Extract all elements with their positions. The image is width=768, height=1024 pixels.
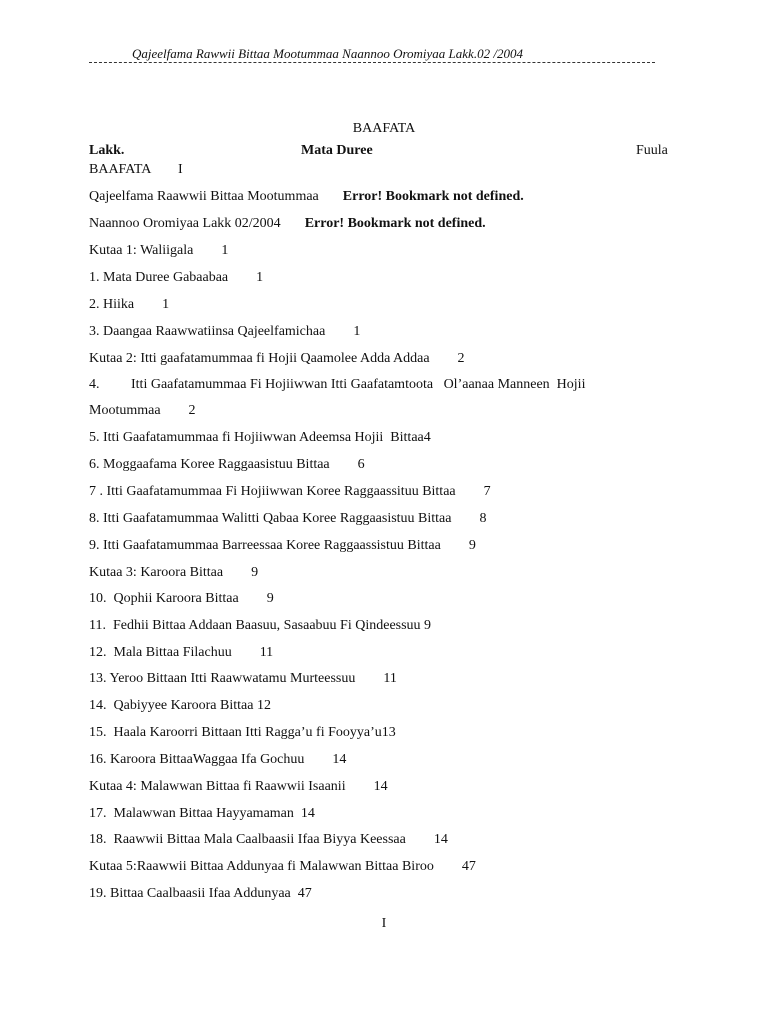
toc-entry-text: 9. Itti Gaafatamummaa Barreessaa Koree Raggaassistuu Bittaa	[89, 538, 441, 553]
toc-entry-text: 14. Qabiyyee Karoora Bittaa 12	[89, 698, 271, 713]
toc-entry[interactable]	[89, 565, 258, 581]
toc-entry[interactable]	[89, 511, 487, 527]
toc-entry[interactable]	[89, 645, 273, 661]
toc-entry-page: 9	[468, 538, 476, 553]
toc-entry-text: 17. Malawwan Bittaa Hayyamaman 14	[89, 806, 315, 821]
toc-entry-text: 7 . Itti Gaafatamummaa Fi Hojiiwwan Koree Raggaassituu Bittaa	[89, 484, 456, 499]
toc-entry-text: 3. Daangaa Raawwatiinsa Qajeelfamichaa	[89, 324, 326, 339]
toc-entry-text: Naannoo Oromiyaa Lakk 02/2004	[89, 216, 281, 231]
toc-entry-text: 1. Mata Duree Gabaabaa	[89, 270, 229, 285]
toc-entry-page: 14	[433, 832, 448, 847]
toc-entry-text: Kutaa 1: Waliigala	[89, 243, 194, 258]
toc-entry-text: Kutaa 5:Raawwii Bittaa Addunyaa fi Malawwan Bittaa Biroo	[89, 859, 434, 874]
toc-entry-text: 12. Mala Bittaa Filachuu	[89, 645, 232, 660]
running-header: Qajeelfama Rawwii Bittaa Mootummaa Naannoo Oromiyaa Lakk.02 /2004	[132, 46, 523, 61]
toc-entry[interactable]	[89, 591, 274, 607]
toc-entry[interactable]	[89, 832, 448, 848]
toc-entry[interactable]	[89, 779, 388, 795]
toc-entry[interactable]	[89, 377, 585, 393]
page-number: I	[381, 916, 387, 931]
toc-entry-text: 10. Qophii Karoora Bittaa	[89, 591, 239, 606]
toc-entry[interactable]	[89, 297, 169, 313]
toc-entry-page: 9	[266, 591, 274, 606]
toc-entry-page: 11	[259, 645, 274, 660]
toc-column-number: Lakk.	[89, 143, 125, 158]
toc-entry-page: 7	[483, 484, 491, 499]
toc-entry-text: 6. Moggaafama Koree Raggaasistuu Bittaa	[89, 457, 330, 472]
toc-entry[interactable]	[89, 216, 486, 232]
toc-entry[interactable]	[89, 886, 312, 902]
toc-entry-page: Error! Bookmark not defined.	[342, 189, 524, 204]
toc-entry[interactable]	[89, 270, 263, 286]
toc-entry-text: 16. Karoora BittaaWaggaa Ifa Gochuu	[89, 752, 305, 767]
toc-entry-page: 2	[457, 351, 465, 366]
toc-entry-page: 1	[256, 270, 264, 285]
toc-entry-page: 6	[357, 457, 365, 472]
toc-column-subject: Mata Duree	[301, 143, 373, 158]
toc-entry-text: 4. Itti Gaafatamummaa Fi Hojiiwwan Itti Gaafatamtoota Ol’aanaa Manneen Hojii	[89, 377, 586, 392]
toc-entry-text: 19. Bittaa Caalbaasii Ifaa Addunyaa 47	[89, 886, 312, 901]
toc-entry[interactable]	[89, 484, 491, 500]
toc-entry[interactable]	[89, 324, 360, 340]
toc-entry[interactable]	[89, 725, 396, 741]
toc-entry-page: 11	[383, 671, 397, 686]
toc-entry-text: 13. Yeroo Bittaan Itti Raawwatamu Murteessuu	[89, 671, 356, 686]
toc-entry[interactable]	[89, 430, 431, 446]
toc-entry-text: 5. Itti Gaafatamummaa fi Hojiiwwan Adeemsa Hojii Bittaa4	[89, 430, 431, 445]
toc-entry-text: Kutaa 2: Itti gaafatamummaa fi Hojii Qaamolee Adda Addaa	[89, 351, 430, 366]
toc-column-page: Fuula	[636, 143, 668, 158]
toc-entry[interactable]	[89, 752, 346, 768]
toc-entry[interactable]	[89, 698, 271, 714]
toc-entry-page: 1	[162, 297, 170, 312]
toc-title: BAAFATA	[352, 121, 416, 136]
toc-entry-page: 14	[373, 779, 388, 794]
toc-entry-page: 1	[221, 243, 229, 258]
toc-entry-text: Kutaa 4: Malawwan Bittaa fi Raawwii Isaanii	[89, 779, 346, 794]
toc-entry-text: Qajeelfama Raawwii Bittaa Mootummaa	[89, 189, 319, 204]
header-divider	[89, 62, 655, 63]
toc-entry[interactable]	[89, 806, 315, 822]
toc-entry-text: 11. Fedhii Bittaa Addaan Baasuu, Sasaabuu Fi Qindeessuu 9	[89, 618, 432, 633]
toc-entry-page: Error! Bookmark not defined.	[304, 216, 486, 231]
toc-entry-text: 8. Itti Gaafatamummaa Walitti Qabaa Koree Raggaasistuu Bittaa	[89, 511, 452, 526]
toc-entry-page: 14	[332, 752, 347, 767]
toc-entry[interactable]	[89, 671, 397, 687]
toc-entry-page: 8	[479, 511, 487, 526]
toc-entry[interactable]	[89, 538, 476, 554]
toc-first-line-page: I	[178, 162, 183, 177]
toc-first-line-label: BAAFATA	[89, 162, 152, 177]
toc-entry-text: 2. Hiika	[89, 297, 135, 312]
toc-entry[interactable]	[89, 859, 476, 875]
toc-entry[interactable]	[89, 189, 524, 205]
toc-entry[interactable]	[89, 243, 228, 259]
toc-entry-text: 15. Haala Karoorri Bittaan Itti Ragga’u fi Fooyya’u13	[89, 725, 396, 740]
toc-entry-page: 1	[353, 324, 361, 339]
toc-entry-page: 9	[251, 565, 259, 580]
toc-entry[interactable]	[89, 457, 365, 473]
toc-entry[interactable]	[89, 351, 465, 367]
toc-entry-text: Kutaa 3: Karoora Bittaa	[89, 565, 224, 580]
toc-entry-text: Mootummaa	[89, 403, 161, 418]
toc-entry-page: 2	[188, 403, 196, 418]
toc-entry[interactable]	[89, 403, 196, 419]
toc-entry-page: 47	[461, 859, 476, 874]
toc-entry[interactable]	[89, 618, 431, 634]
toc-entry-text: 18. Raawwii Bittaa Mala Caalbaasii Ifaa Biyya Keessaa	[89, 832, 406, 847]
